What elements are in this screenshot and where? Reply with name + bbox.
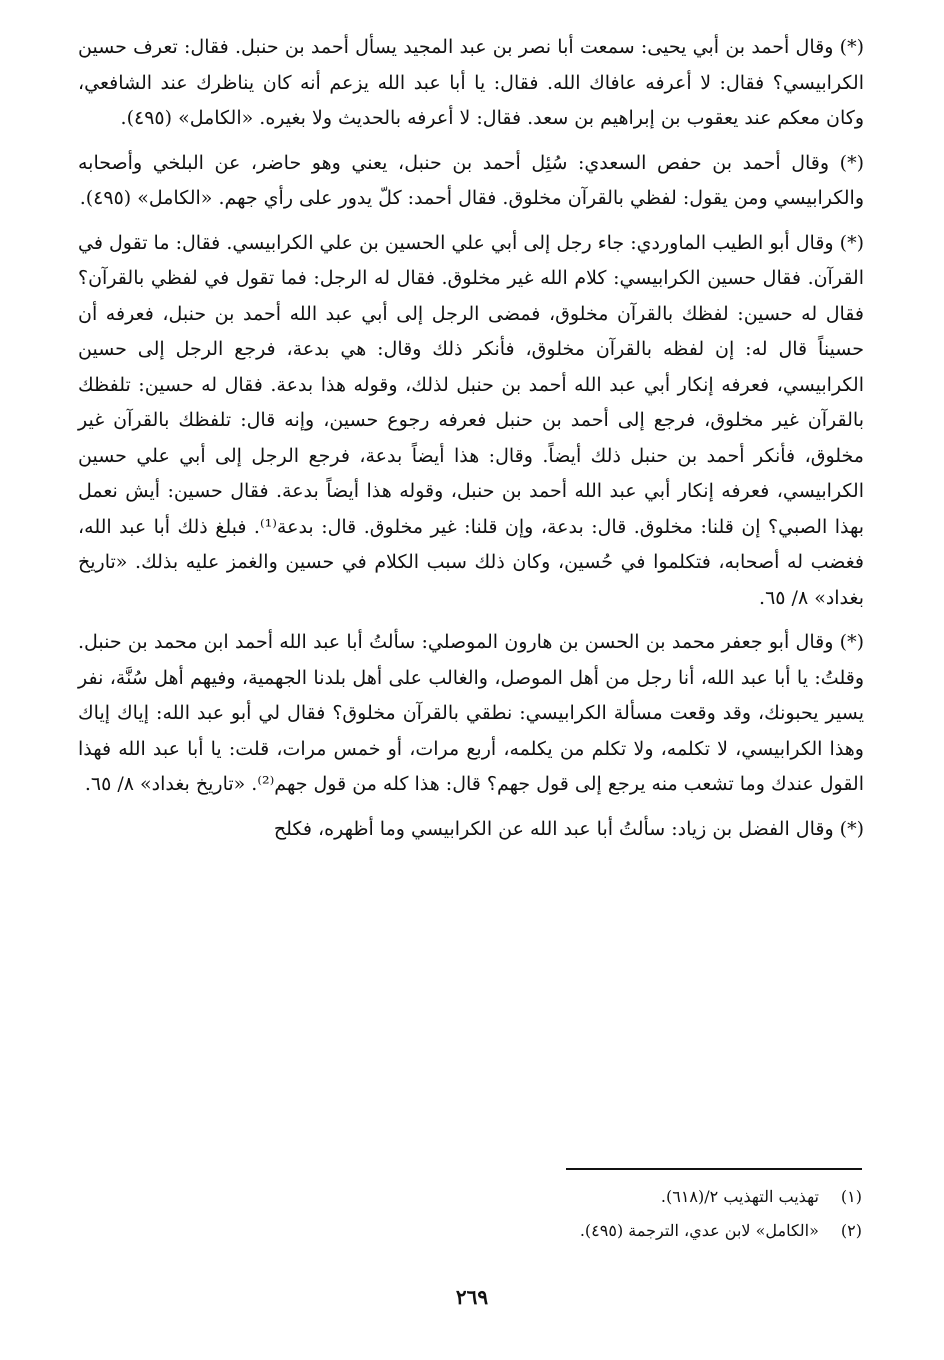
paragraph-abu-jafar: (*) وقال أبو جعفر محمد بن الحسن بن هارون الموصلي: سألتُ أبا عبد الله أحمد ابن محمد بن حنبل. وقلتُ: يا أبا عبد الله، أنا رجل من أهل الموصل، والغالب على أهل بلدنا الجهمية، وفيهم أهل سُنَّة، نفر يسير يحبونك، وقد وقعت مسألة الكرابيسي: نطقي بالقرآن مخلوق؟ فقال لي أبو عبد الله: إياك إياك وهذا الكرابيسي، لا تكلمه، ولا تكلم من يكلمه، أربع مرات، أو خمس مرات، قلت: يا أبا عبد الله فهذا القول عندك وما تشعب منه يرجع إلى قول جهم؟ قال: هذا كله من قول جهم⁽²⁾. «تاريخ بغداد» ٨/ ٦٥. [78, 631, 864, 795]
footnote-number: (٢) [840, 1221, 862, 1240]
footnote-2 [78, 1214, 862, 1248]
footnote-text: تهذيب التهذيب ٢/(٦١٨). [660, 1187, 819, 1206]
footnote-1 [78, 1180, 862, 1214]
paragraph-abu-al-tayyib: (*) وقال أبو الطيب الماوردي: جاء رجل إلى أبي علي الحسين بن علي الكرابيسي. فقال: ما تقول في القرآن. فقال حسين الكرابيسي: كلام الله غير مخلوق. فقال له الرجل: فما تقول في لفظي بالقرآن؟ فقال له حسين: لفظك بالقرآن مخلوق، فمضى الرجل إلى أبي عبد الله أحمد بن حنبل، فعرفه أن حسيناً قال له: إن لفظه بالقرآن مخلوق، فأنكر ذلك وقال: هي بدعة، فرجع الرجل إلى حسين الكرابيسي، فعرفه إنكار أبي عبد الله أحمد بن حنبل لذلك، وقوله هذا بدعة. فقال له حسين: تلفظك بالقرآن غير مخلوق، فرجع إلى أحمد بن حنبل فعرفه رجوع حسين، وإنه قال: تلفظك بالقرآن غير مخلوق، فأنكر أحمد بن حنبل ذلك أيضاً. وقال: هذا أيضاً بدعة، فرجع الرجل إلى أبي علي حسين الكرابيسي، فعرفه إنكار أبي عبد الله أحمد بن حنبل، وقوله هذا أيضاً بدعة. فقال حسين: أيش نعمل بهذا الصبي؟ إن قلنا: مخلوق. قال: بدعة، وإن قلنا: غير مخلوق. قال: بدعة⁽¹⁾. فبلغ ذلك أبا عبد الله، فغضب له أصحابه، فتكلموا في حُسين، وكان ذلك سبب الكلام في حسين والغمز عليه بذلك. «تاريخ بغداد» ٨/ ٦٥. [78, 231, 864, 609]
paragraph-ahmad-ibn-abi-yahya: (*) وقال أحمد بن أبي يحيى: سمعت أبا نصر بن عبد المجيد يسأل أحمد بن حنبل. فقال: تعرف حسين الكرابيسي؟ فقال: لا أعرفه عافاك الله. فقال: يا أبا عبد الله يزعم أنه كان يناظرك عند الشافعي، وكان معكم عند يعقوب بن إبراهيم بن سعد. فقال: لا أعرفه بالحديث ولا بغيره. «الكامل» (٤٩٥). [78, 36, 864, 129]
footnotes [78, 1180, 862, 1248]
main-text [78, 30, 864, 856]
footnote-text: «الكامل» لابن عدي، الترجمة (٤٩٥). [579, 1221, 819, 1240]
paragraph-al-fadl: (*) وقال الفضل بن زياد: سألتُ أبا عبد الله عن الكرابيسي وما أظهره، فكلح [273, 817, 864, 840]
footnote-divider [566, 1168, 862, 1170]
footnote-number: (١) [840, 1187, 862, 1206]
page-number: ٢٦٩ [455, 1285, 489, 1309]
paragraph-ahmad-ibn-hafs: (*) وقال أحمد بن حفص السعدي: سُئِل أحمد بن حنبل، يعني وهو حاضر، عن البلخي وأصحابه والكرابيسي ومن يقول: لفظي بالقرآن مخلوق. فقال أحمد: كلّ يدور على رأي جهم. «الكامل» (٤٩٥). [78, 151, 864, 209]
